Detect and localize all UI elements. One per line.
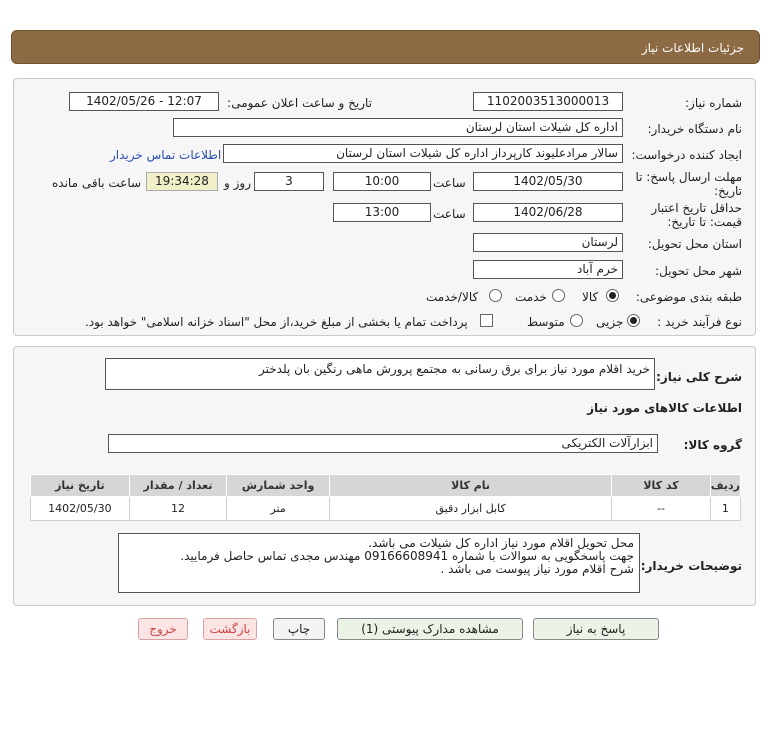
validity-time-field[interactable]: 13:00 [333, 203, 431, 222]
cell-item-code: -- [612, 497, 710, 521]
reply-button[interactable]: پاسخ به نیاز [533, 618, 659, 640]
exit-button[interactable]: خروج [138, 618, 188, 640]
col-item-name: نام کالا [329, 475, 611, 497]
view-attachments-button[interactable]: مشاهده مدارک پیوستی (1) [337, 618, 523, 640]
process-option-minor: جزیی [596, 315, 624, 329]
buyer-org-label: نام دستگاه خریدار: [647, 122, 742, 136]
table-header-row [31, 475, 741, 497]
category-label: طبقه بندی موضوعی: [635, 290, 742, 304]
back-button[interactable]: بازگشت [203, 618, 257, 640]
validity-time-label: ساعت [433, 207, 466, 221]
validity-label-line1: حداقل تاریخ اعتبار [651, 201, 742, 215]
cell-row-number: 1 [710, 497, 740, 521]
table-row[interactable] [31, 497, 741, 521]
category-option-service: خدمت [515, 290, 547, 304]
deadline-time-label: ساعت [433, 176, 466, 190]
goods-group-field[interactable]: ابزارآلات الکتریکی [108, 434, 658, 453]
remaining-label: ساعت باقی مانده [52, 176, 142, 190]
deadline-label-line2: تاریخ: [714, 184, 742, 198]
general-desc-field[interactable]: خرید اقلام مورد نیاز برای برق رسانی به مجتمع پرورش ماهی رنگین بان پلدختر [105, 358, 655, 390]
deadline-time-field[interactable]: 10:00 [333, 172, 431, 191]
category-radio-goods[interactable] [606, 289, 619, 302]
page-header [11, 30, 760, 64]
validity-date-field[interactable]: 1402/06/28 [473, 203, 623, 222]
category-radio-service[interactable] [552, 289, 565, 302]
days-field[interactable]: 3 [254, 172, 324, 191]
treasury-payment-checkbox[interactable] [480, 314, 493, 327]
creator-field[interactable]: سالار مرادعلیوند کارپرداز اداره کل شیلات استان لرستان [223, 144, 623, 163]
process-radio-minor[interactable] [627, 314, 640, 327]
province-label: استان محل تحویل: [647, 237, 742, 251]
remaining-time-field: 19:34:28 [146, 172, 218, 191]
goods-table [30, 474, 741, 521]
city-field[interactable]: خرم آباد [473, 260, 623, 279]
cell-quantity: 12 [129, 497, 227, 521]
buyer-org-field[interactable]: اداره کل شیلات استان لرستان [173, 118, 623, 137]
category-radio-goods-service[interactable] [489, 289, 502, 302]
days-label: روز و [224, 176, 251, 190]
deadline-label-line1: مهلت ارسال پاسخ: تا [635, 170, 742, 184]
creator-label: ایجاد کننده درخواست: [631, 148, 742, 162]
process-radio-medium[interactable] [570, 314, 583, 327]
col-item-code: کد کالا [612, 475, 710, 497]
city-label: شهر محل تحویل: [655, 264, 742, 278]
col-row-number: ردیف [710, 475, 740, 497]
announce-field[interactable]: 1402/05/26 - 12:07 [69, 92, 219, 111]
need-number-field[interactable]: 1102003513000013 [473, 92, 623, 111]
treasury-payment-note: پرداخت تمام یا بخشی از مبلغ خرید،از محل "اسناد خزانه اسلامی" خواهد بود. [85, 315, 468, 329]
process-label: نوع فرآیند خرید : [657, 315, 742, 329]
category-option-goods: کالا [582, 290, 599, 304]
process-option-medium: متوسط [527, 315, 565, 329]
cell-item-name: کابل ابزار دقیق [329, 497, 611, 521]
col-unit: واحد شمارش [227, 475, 330, 497]
buyer-notes-label: توضیحات خریدار: [640, 559, 742, 573]
deadline-date-field[interactable]: 1402/05/30 [473, 172, 623, 191]
buyer-notes-field[interactable]: محل تحویل اقلام مورد نیاز اداره کل شیلات می باشد. جهت پاسخگویی به سوالات با شماره 09166608941 مهندس مجدی تماس حاصل فرمایید. شرح اقلام مورد نیاز پیوست می باشد . [118, 533, 640, 593]
goods-info-title: اطلاعات کالاهای مورد نیاز [587, 401, 742, 415]
cell-unit: متر [227, 497, 330, 521]
announce-label: تاریخ و ساعت اعلان عمومی: [227, 96, 372, 110]
need-number-label: شماره نیاز: [685, 96, 742, 110]
col-need-date: تاریخ نیاز [31, 475, 130, 497]
category-option-goods-service: کالا/خدمت [426, 290, 479, 304]
print-button[interactable]: چاپ [273, 618, 325, 640]
cell-need-date: 1402/05/30 [31, 497, 130, 521]
buyer-contact-link[interactable]: اطلاعات تماس خریدار [110, 148, 222, 162]
general-desc-label: شرح کلی نیاز: [656, 370, 742, 384]
validity-label-line2: قیمت: تا تاریخ: [667, 215, 742, 229]
province-field[interactable]: لرستان [473, 233, 623, 252]
col-quantity: تعداد / مقدار [129, 475, 227, 497]
goods-group-label: گروه کالا: [683, 438, 742, 452]
page-title: جزئیات اطلاعات نیاز [641, 41, 744, 55]
